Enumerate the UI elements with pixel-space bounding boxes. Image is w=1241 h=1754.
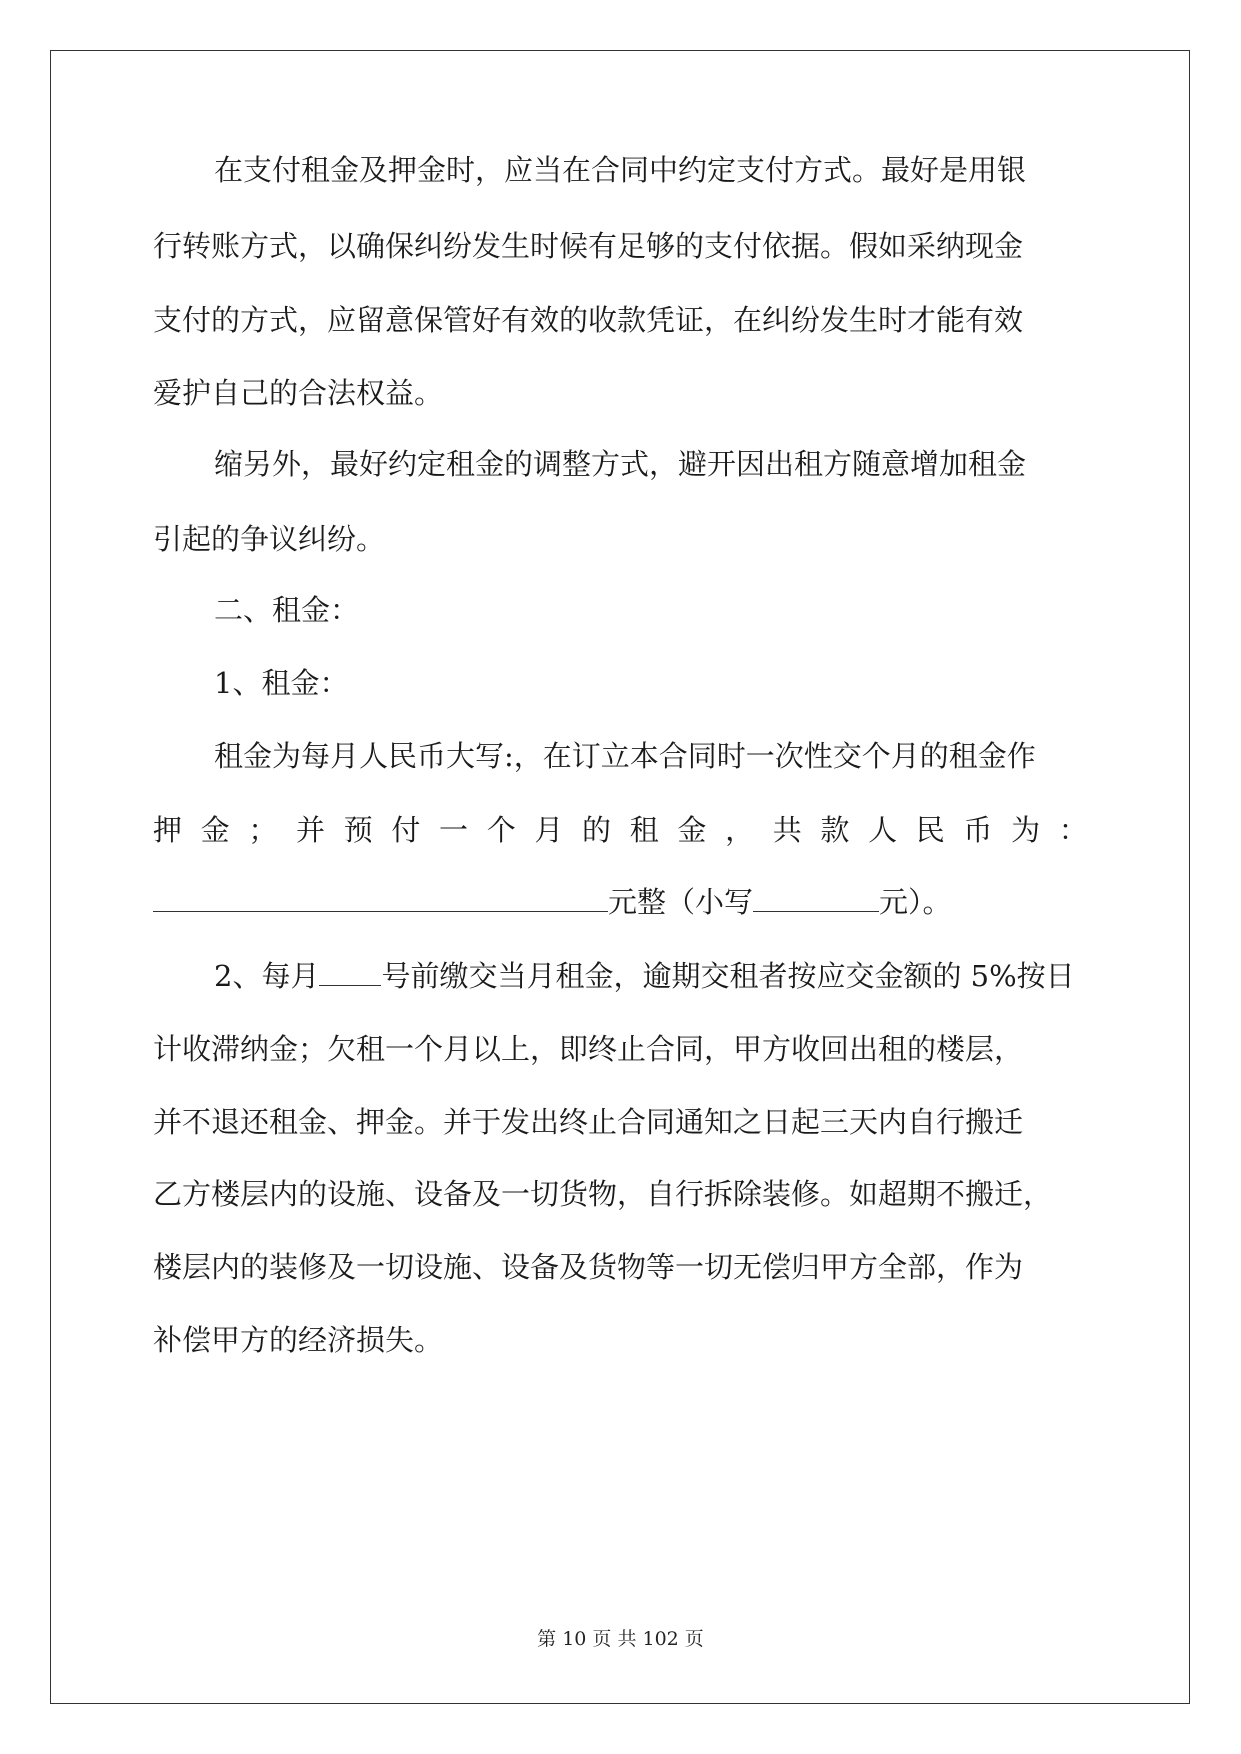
blank-amount-lowercase[interactable] [753,885,879,912]
justified-line [153,808,1088,852]
para2-text-b: 号前缴交当月租金，逾期交租者按应交金额的 5%按日 [381,959,1075,993]
justified-char: 币 [963,813,993,847]
para2-text-a: 2、每月 [214,959,320,993]
amount-line [153,880,1088,924]
amount-text-end: 元）。 [879,885,952,919]
justified-char: 民 [915,813,945,847]
justified-char: 金 [677,813,707,847]
justified-char: 付 [391,813,421,847]
blank-due-day[interactable] [319,959,381,986]
paragraph-line: 支付的方式，应留意保管好有效的收款凭证，在纠纷发生时才能有效 [153,303,1024,337]
paragraph-line: 计收滞纳金；欠租一个月以上，即终止合同，甲方收回出租的楼层， [153,1032,1024,1066]
paragraph-line: 引起的争议纠纷。 [153,522,386,556]
justified-char: ： [1058,813,1088,847]
justified-char: 的 [582,813,612,847]
section-heading: 二、租金： [214,593,360,627]
amount-text: 元整（小写 [608,885,754,919]
paragraph-line: 楼层内的装修及一切设施、设备及货物等一切无偿归甲方全部，作为 [153,1250,1024,1284]
justified-char: 并 [296,813,326,847]
page-number-footer: 第 10 页 共 102 页 [537,1628,704,1650]
paragraph-line: 在支付租金及押金时，应当在合同中约定支付方式。最好是用银 [214,153,1027,187]
justified-char: ， [725,813,755,847]
paragraph-line: 租金为每月人民币大写:，在订立本合同时一次性交个月的租金作 [214,739,1036,773]
justified-char: 共 [772,813,802,847]
justified-char: 租 [629,813,659,847]
paragraph-line: 补偿甲方的经济损失。 [153,1323,444,1357]
blank-amount-uppercase[interactable] [153,885,608,912]
justified-char: 押 [153,813,183,847]
justified-char: 月 [534,813,564,847]
justified-char: 款 [820,813,850,847]
paragraph-line: 爱护自己的合法权益。 [153,376,444,410]
paragraph-line [214,954,1088,998]
paragraph-line: 乙方楼层内的设施、设备及一切货物，自行拆除装修。如超期不搬迁， [153,1177,1053,1211]
justified-char: 一 [439,813,469,847]
paragraph-line: 并不退还租金、押金。并于发出终止合同通知之日起三天内自行搬迁 [153,1105,1024,1139]
subsection-heading: 1、租金： [214,666,349,700]
justified-char: 金 [200,813,230,847]
justified-char: ； [248,813,278,847]
justified-char: 预 [343,813,373,847]
justified-char: 人 [868,813,898,847]
justified-char: 个 [486,813,516,847]
paragraph-line: 行转账方式，以确保纠纷发生时候有足够的支付依据。假如采纳现金 [153,229,1024,263]
paragraph-line: 缩另外，最好约定租金的调整方式，避开因出租方随意增加租金 [214,447,1027,481]
justified-char: 为 [1011,813,1041,847]
